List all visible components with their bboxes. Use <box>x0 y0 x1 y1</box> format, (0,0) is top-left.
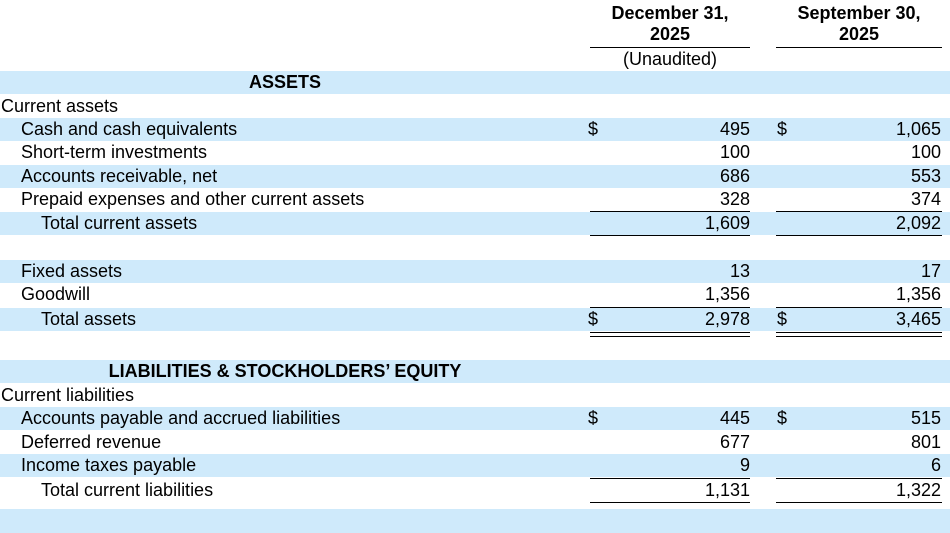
double-rule <box>590 332 750 333</box>
table-row <box>0 260 950 283</box>
table-row <box>0 479 950 502</box>
row-label-income-tax: Income taxes payable <box>21 455 197 475</box>
value-december-short-term: 100 <box>719 142 750 163</box>
value-september-payable: 515 <box>910 408 941 428</box>
value-september-total-current-liabilities: 1,322 <box>895 479 941 500</box>
double-rule <box>590 336 750 337</box>
value-september-goodwill: 1,356 <box>895 284 941 304</box>
row-label-receivable: Accounts receivable, net <box>21 165 218 186</box>
value-december-total-current-assets: 1,609 <box>704 213 750 234</box>
currency-symbol: $ <box>777 308 788 329</box>
column-header-september-line2: 2025 <box>838 24 880 44</box>
row-label-total-current-liabilities: Total current liabilities <box>41 479 214 500</box>
currency-symbol: $ <box>777 119 788 139</box>
table-row <box>0 118 950 141</box>
row-label-payable: Accounts payable and accrued liabilities <box>21 408 341 428</box>
total-rule <box>590 502 750 503</box>
column-header-december <box>590 3 750 45</box>
table-spacer-row <box>0 509 950 533</box>
currency-symbol: $ <box>588 119 599 139</box>
table-row <box>0 431 950 454</box>
value-december-receivable: 686 <box>719 165 750 186</box>
column-header-rule-2 <box>776 47 942 48</box>
table-row <box>0 165 950 188</box>
table-row <box>0 384 950 407</box>
row-label-prepaid: Prepaid expenses and other current assets <box>21 188 365 209</box>
value-september-total-current-assets: 2,092 <box>895 213 941 234</box>
row-label-short-term: Short-term investments <box>21 142 208 163</box>
table-row <box>0 212 950 235</box>
column-header-december-line1: December 31, <box>611 3 729 23</box>
value-september-deferred: 801 <box>910 431 941 452</box>
value-december-total-assets: 2,978 <box>704 308 750 329</box>
value-december-cash: 495 <box>719 119 750 139</box>
column-header-september <box>776 3 942 45</box>
table-row <box>0 141 950 164</box>
value-december-deferred: 677 <box>719 431 750 452</box>
section-title-row-liabilities <box>0 360 950 383</box>
row-label-total-current-assets: Total current assets <box>41 213 198 234</box>
value-december-total-current-liabilities: 1,131 <box>704 479 750 500</box>
row-label-current-assets: Current assets <box>1 95 119 116</box>
row-label-current-liabilities: Current liabilities <box>1 384 135 405</box>
row-label-cash: Cash and cash equivalents <box>21 119 238 139</box>
value-december-fixed-assets: 13 <box>729 260 750 281</box>
value-september-prepaid: 374 <box>910 188 941 209</box>
value-september-receivable: 553 <box>910 165 941 186</box>
double-rule <box>776 336 942 337</box>
section-title-liabilities-equity: LIABILITIES & STOCKHOLDERS’ EQUITY <box>108 361 462 381</box>
row-label-goodwill: Goodwill <box>21 284 91 304</box>
row-label-deferred: Deferred revenue <box>21 431 162 452</box>
value-december-income-tax: 9 <box>739 455 750 475</box>
row-label-total-assets: Total assets <box>41 308 137 329</box>
unaudited-note: (Unaudited) <box>622 49 718 69</box>
total-rule <box>776 502 942 503</box>
table-row <box>0 95 950 118</box>
value-september-cash: 1,065 <box>895 119 941 139</box>
value-september-fixed-assets: 17 <box>920 260 941 281</box>
value-december-goodwill: 1,356 <box>704 284 750 304</box>
table-row <box>0 454 950 477</box>
column-header-december-line2: 2025 <box>649 24 691 44</box>
value-december-prepaid: 328 <box>719 188 750 209</box>
table-row <box>0 407 950 430</box>
row-label-fixed-assets: Fixed assets <box>21 260 123 281</box>
table-spacer-row <box>0 236 950 259</box>
section-title-row-assets <box>0 71 950 94</box>
value-september-income-tax: 6 <box>930 455 941 475</box>
value-december-payable: 445 <box>719 408 750 428</box>
table-row <box>0 308 950 331</box>
section-title-assets: ASSETS <box>248 72 322 92</box>
value-september-total-assets: 3,465 <box>895 308 941 329</box>
column-header-september-line1: September 30, <box>797 3 921 23</box>
currency-symbol: $ <box>777 408 788 428</box>
value-september-short-term: 100 <box>910 142 941 163</box>
currency-symbol: $ <box>588 408 599 428</box>
currency-symbol: $ <box>588 308 599 329</box>
double-rule <box>776 332 942 333</box>
column-header-rule-1 <box>590 47 750 48</box>
table-row <box>0 188 950 211</box>
table-row <box>0 283 950 306</box>
